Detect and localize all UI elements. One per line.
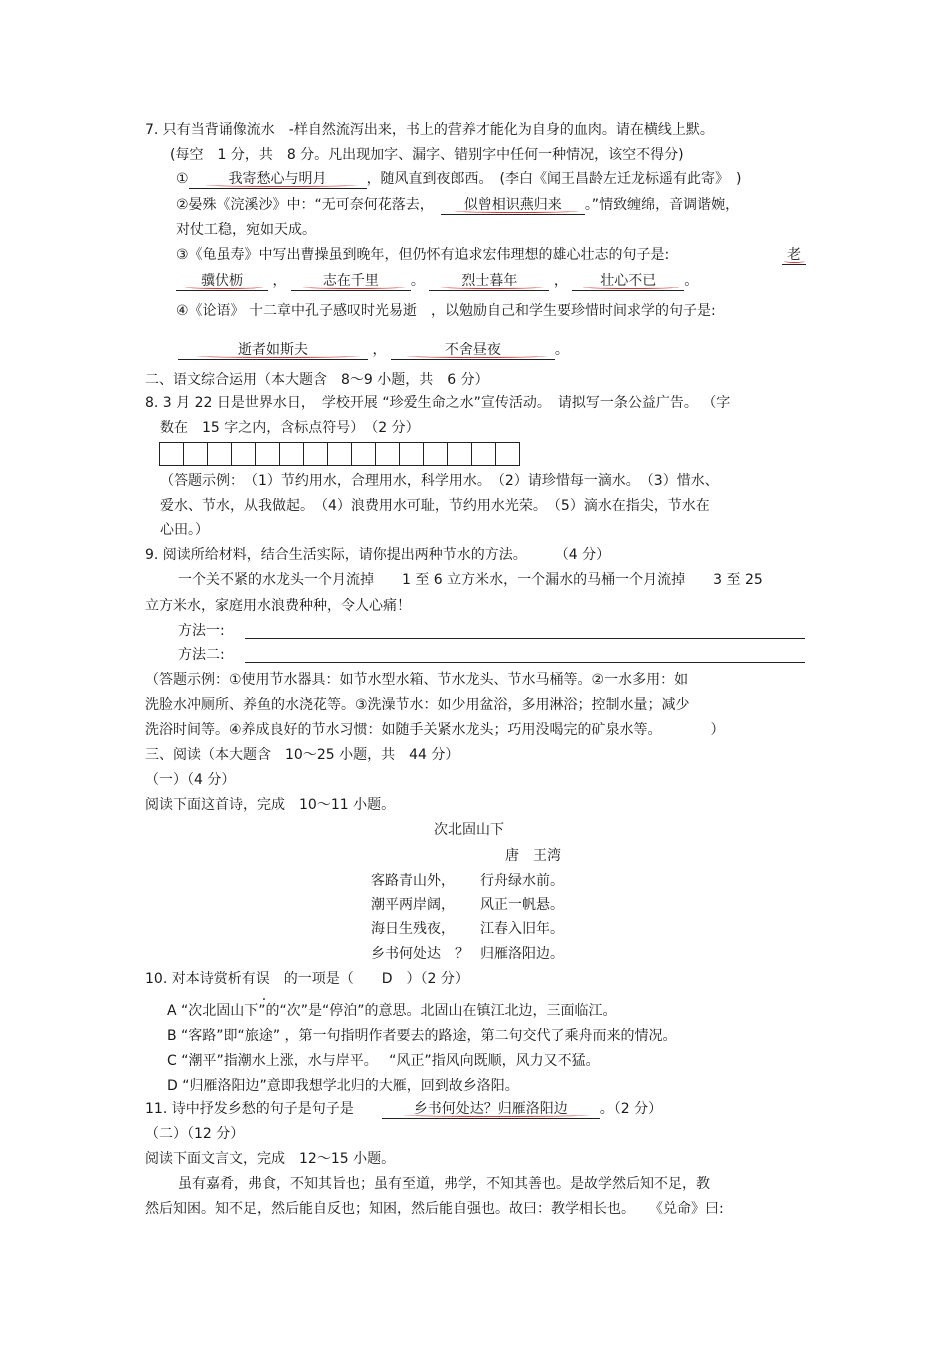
q9-material-2: 立方米水，家庭用水浪费种种，令人心痛！: [145, 598, 411, 614]
q7-title: 7. 只有当背诵像流水 -样自然流泻出来，书上的营养才能化为自身的血肉。请在横线上默。: [145, 122, 714, 138]
answer-blank: [782, 246, 806, 265]
q11-post: 。（2 分）: [599, 1101, 663, 1117]
q7-item3-ans0: [782, 246, 806, 265]
grid-cell[interactable]: [351, 442, 376, 466]
poem-line-4a: 乡书何处达 ？: [371, 946, 469, 962]
q7-item2-post: 。”情致缠绵，音调谐婉，: [584, 197, 740, 213]
q7-item3: [176, 246, 669, 264]
poem-line-4b: 归雁洛阳边。: [480, 946, 564, 962]
poem-line-3a: 海日生残夜，: [371, 921, 455, 937]
q7-item1-num: ①: [176, 171, 189, 187]
grid-cell[interactable]: [399, 442, 424, 466]
q7-item3-answers: [176, 272, 698, 291]
separator-period: 。: [554, 342, 569, 358]
answer-text: 志在千里: [322, 273, 379, 289]
q9-material-1: 一个关不紧的水龙头一个月流掉 1 至 6 立方米水，一个漏水的马桶一个月流掉 3 至 25: [178, 572, 763, 588]
answer-text: 壮心不已: [600, 273, 657, 289]
separator-comma: ，: [372, 342, 387, 358]
grid-cell[interactable]: [207, 442, 232, 466]
poem-line-3b: 江春入旧年。: [480, 921, 564, 937]
q7-item2: [176, 196, 739, 215]
answer-blank: [572, 272, 684, 291]
answer-text: 似曾相识燕归来: [463, 197, 562, 213]
part-1-intro: 阅读下面这首诗，完成 10～11 小题。: [145, 797, 396, 813]
q8-example-3: 心田。）: [160, 522, 209, 538]
grid-cell[interactable]: [423, 442, 448, 466]
q8-example-1: （答题示例： （1）节约用水，合理用水，科学用水。 （2）请珍惜每一滴水。 （3）惜水、: [160, 473, 719, 489]
method-1-line[interactable]: [245, 638, 805, 639]
q10-option-b: B “客路”即“旅途” ，第一句指明作者要去的路途，第二句交代了乘舟而来的情况。: [167, 1028, 677, 1044]
grid-cell[interactable]: [447, 442, 472, 466]
q10-option-a: A “次北固山下”的“次”是“停泊”的意思。北固山在镇江北边，三面临江。: [167, 1003, 617, 1019]
answer-blank: [189, 170, 367, 189]
answer-grid[interactable]: [160, 442, 520, 466]
q8-example-2: 爱水、节水，从我做起。 （4）浪费用水可耻，节约用水光荣。 （5）滴水在指尖，节水在: [160, 498, 710, 514]
answer-text: 烈士暮年: [461, 273, 518, 289]
answer-blank: [178, 341, 368, 360]
answer-blank: [429, 272, 549, 291]
separator-comma: ，: [553, 273, 568, 289]
q7-item2-cont: 对仗工稳，宛如天成。: [176, 222, 316, 238]
q10-option-c: C “潮平”指潮水上涨，水与岸平。 “风正”指风向既顺，风力又不猛。: [167, 1053, 600, 1069]
q7-item2-pre: ②晏殊《浣溪沙》中：“无可奈何花落去，: [176, 197, 427, 213]
answer-text: 老: [787, 247, 801, 263]
q10-title: [145, 970, 469, 988]
grid-cell[interactable]: [375, 442, 400, 466]
part-2-label: （二）（12 分）: [145, 1126, 245, 1142]
q11-pre: 11. 诗中抒发乡愁的句子是句子是: [145, 1101, 354, 1117]
q9-example-3: 洗浴时间等。④养成良好的节水习惯：如随手关紧水龙头；巧用没喝完的矿泉水等。 ）: [145, 722, 725, 738]
q7-item1-post: ，随风直到夜郎西。 (李白《闻王昌龄左迁龙标遥有此寄》 ): [366, 171, 742, 187]
q9-method-2-label: 方法二:: [178, 647, 225, 663]
grid-cell[interactable]: [303, 442, 328, 466]
grid-cell[interactable]: [471, 442, 496, 466]
grid-cell[interactable]: [255, 442, 280, 466]
q9-method-1-label: 方法一:: [178, 623, 225, 639]
poem-line-1a: 客路青山外，: [371, 873, 455, 889]
q7-item4-answers: [178, 341, 569, 360]
grid-cell[interactable]: [183, 442, 208, 466]
answer-text: 我寄愁心与明月: [228, 171, 327, 187]
poem-line-2b: 风正一帆悬。: [480, 897, 564, 913]
poem-title: 次北固山下: [434, 822, 504, 838]
q7-item3-pre: ③《龟虽寿》中写出曹操虽到晚年，但仍怀有追求宏伟理想的雄心壮志的句子是:: [176, 247, 670, 263]
q9-title: 9. 阅读所给材料，结合生活实际，请你提出两种节水的方法。 （4 分）: [145, 547, 611, 563]
grid-cell[interactable]: [231, 442, 256, 466]
grid-cell[interactable]: [327, 442, 352, 466]
grid-cell[interactable]: [279, 442, 304, 466]
q9-example-2: 洗脸水冲厕所、养鱼的水浇花等。③洗澡节水：如少用盆浴，多用淋浴；控制水量；减少: [145, 697, 690, 713]
part-2-intro: 阅读下面文言文，完成 12～15 小题。: [145, 1151, 396, 1167]
answer-text: 乡书何处达？归雁洛阳边: [413, 1101, 568, 1117]
answer-blank: [382, 1100, 600, 1119]
q10-option-d: D “归雁洛阳边”意即我想学北归的大雁，回到故乡洛阳。: [167, 1078, 519, 1094]
classical-text-1: 虽有嘉肴，弗食，不知其旨也；虽有至道，弗学，不知其善也。是故学然后知不足，教: [178, 1176, 710, 1192]
answer-text: 逝者如斯夫: [238, 342, 308, 358]
grid-cell[interactable]: [495, 442, 520, 466]
answer-text: 骥伏枥: [201, 273, 243, 289]
section-2-heading: 二、语文综合运用（本大题含 8～9 小题，共 6 分）: [145, 372, 489, 388]
answer-blank: [441, 196, 585, 215]
separator-comma: ，: [272, 273, 287, 289]
poem-line-1b: 行舟绿水前。: [480, 873, 564, 889]
q10-title-pre: 10. 对本诗赏析有误: [145, 971, 270, 987]
part-1-label: （一）（4 分）: [145, 772, 236, 788]
poem-line-2a: 潮平两岸阔，: [371, 897, 455, 913]
separator-period: 。: [410, 273, 425, 289]
q7-item4: ④《论语》 十二章中孔子感叹时光易逝 ，以勉励自己和学生要珍惜时间求学的句子是:: [176, 303, 716, 319]
q7-note: (每空 1 分，共 8 分。凡出现加字、漏字、错别字中任何一种情况，该空不得分): [170, 147, 684, 163]
section-3-heading: 三、阅读（本大题含 10～25 小题，共 44 分）: [145, 747, 460, 763]
method-2-line[interactable]: [245, 662, 805, 663]
q7-item1: [176, 170, 742, 189]
q8-line1: 8. 3 月 22 日是世界水日， 学校开展 “珍爱生命之水”宣传活动。 请拟写一条公益广告。 （字: [145, 395, 731, 411]
answer-text: 不舍昼夜: [444, 342, 501, 358]
q10-title-post: 的一项是（ D ）（2 分）: [269, 971, 469, 987]
grid-cell[interactable]: [159, 442, 184, 466]
separator-period: 。: [684, 273, 699, 289]
answer-blank: [176, 272, 268, 291]
q8-line2: 数在 15 字之内，含标点符号） （2 分）: [160, 420, 420, 436]
classical-text-2: 然后知困。知不足，然后能自反也；知困，然后能自强也。故曰：教学相长也。 《兑命》曰:: [145, 1201, 724, 1217]
q9-example-1: （答题示例：①使用节水器具：如节水型水箱、节水龙头、节水马桶等。②一水多用：如: [145, 672, 689, 688]
answer-blank: [291, 272, 411, 291]
answer-blank: [391, 341, 555, 360]
q11: [145, 1100, 662, 1119]
poem-author: 唐 王湾: [505, 848, 561, 864]
